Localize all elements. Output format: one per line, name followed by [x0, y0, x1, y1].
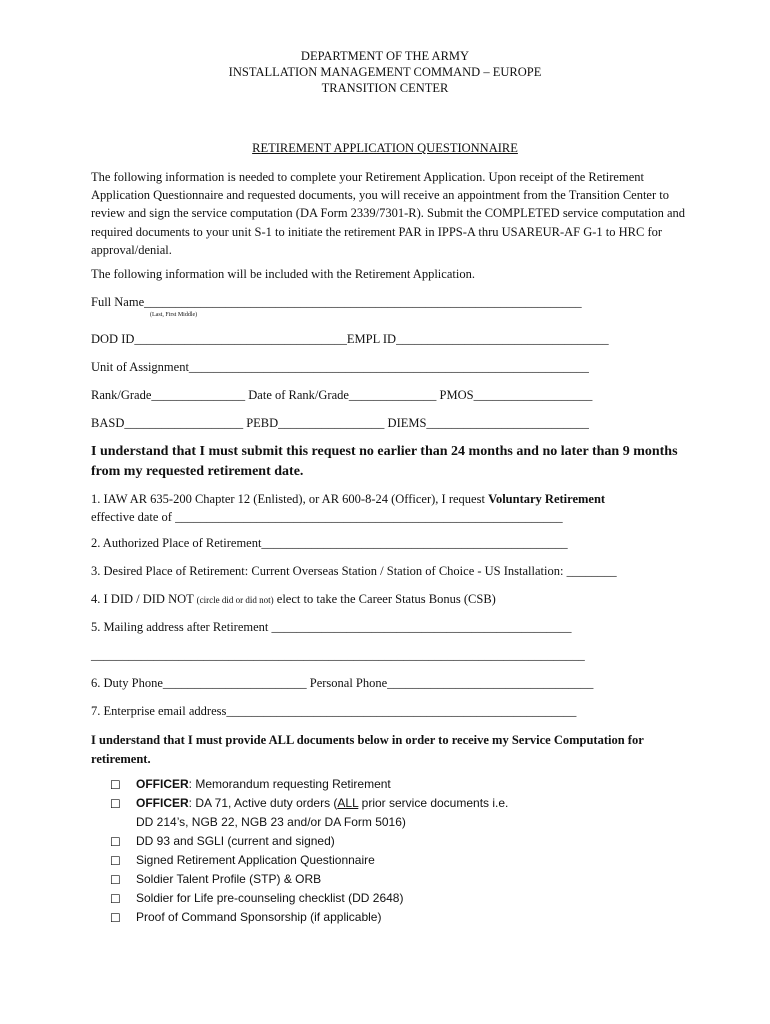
checklist-text: Proof of Command Sponsorship (if applicable): [136, 910, 382, 924]
checklist-item[interactable]: [110, 908, 508, 927]
header-line-3: TRANSITION CENTER: [321, 81, 449, 95]
question-1-line-1: [91, 492, 605, 507]
checkbox-icon[interactable]: ☐: [110, 892, 121, 906]
intro-paragraph: The following information is needed to complete your Retirement Application. Upon receipt of the Retirement Application Questionnaire and requested documents, you will receive an appointment from the Transition Center to review and sign the service computation (DA Form 2339/7301-R). Submit the COMPLETED service computation and required documents to your unit S-1 to initiate the retirement PAR in IPPS-A thru USAREUR-AF G-1 to HRC for approval/denial.: [91, 170, 685, 257]
officer-label: OFFICER: [136, 777, 189, 791]
basd-pebd-diems-field[interactable]: BASD___________________ PEBD_________________ DIEMS__________________________: [91, 416, 589, 430]
header-line-2: INSTALLATION MANAGEMENT COMMAND – EUROPE: [228, 65, 542, 79]
desired-place-of-retirement-field[interactable]: 3. Desired Place of Retirement: Current Overseas Station / Station of Choice - US Installation: ________: [91, 564, 617, 578]
checklist-text: Signed Retirement Application Questionnaire: [136, 853, 375, 867]
all-emphasis: ALL: [337, 796, 359, 810]
checkbox-icon[interactable]: ☐: [110, 797, 121, 811]
officer-label: OFFICER: [136, 796, 189, 810]
mailing-address-continuation[interactable]: _______________________________________________________________________________: [91, 648, 585, 662]
checkbox-icon[interactable]: ☐: [110, 873, 121, 887]
documents-notice: I understand that I must provide ALL documents below in order to receive my Service Computation for retirement.: [91, 733, 644, 766]
checklist-text: Soldier for Life pre-counseling checklist (DD 2648): [136, 891, 404, 905]
unit-of-assignment-field[interactable]: Unit of Assignment________________________________________________________________: [91, 360, 589, 374]
required-documents-checklist: [110, 775, 508, 927]
checklist-item[interactable]: [110, 870, 508, 889]
checklist-item[interactable]: [110, 794, 508, 832]
enterprise-email-field[interactable]: 7. Enterprise email address________________________________________________________: [91, 704, 577, 718]
dod-empl-id-field[interactable]: DOD ID__________________________________EMPL ID__________________________________: [91, 332, 609, 346]
checklist-item[interactable]: [110, 832, 508, 851]
voluntary-retirement-label: Voluntary Retirement: [488, 492, 606, 506]
csb-circle-hint: (circle did or did not): [196, 595, 274, 605]
included-note: The following information will be included with the Retirement Application.: [91, 267, 475, 281]
effective-date-field[interactable]: effective date of ______________________________________________________________: [91, 510, 563, 524]
place-of-retirement-field[interactable]: 2. Authorized Place of Retirement_________________________________________________: [91, 536, 568, 550]
checklist-text: prior service documents i.e.: [358, 796, 509, 810]
header-line-1: DEPARTMENT OF THE ARMY: [300, 49, 470, 63]
checklist-text: DD 93 and SGLI (current and signed): [136, 834, 335, 848]
csb-question-text: 4. I DID / DID NOT: [91, 592, 197, 606]
checklist-text: : DA 71, Active duty orders (: [188, 796, 338, 810]
checkbox-icon[interactable]: ☐: [110, 854, 121, 868]
full-name-hint: (Last, First Middle): [150, 312, 198, 318]
full-name-field[interactable]: Full Name______________________________________________________________________: [91, 295, 582, 309]
checklist-text: Soldier Talent Profile (STP) & ORB: [136, 872, 322, 886]
question-1-text: 1. IAW AR 635-200 Chapter 12 (Enlisted), or AR 600-8-24 (Officer), I request: [91, 492, 489, 506]
phone-fields[interactable]: 6. Duty Phone_______________________ Personal Phone_________________________________: [91, 676, 594, 690]
checklist-text: DD 214’s, NGB 22, NGB 23 and/or DA Form 5016): [136, 815, 406, 829]
checkbox-icon[interactable]: ☐: [110, 911, 121, 925]
checklist-text: : Memorandum requesting Retirement: [188, 777, 391, 791]
checklist-item[interactable]: [110, 775, 508, 794]
submission-window-notice: I understand that I must submit this request no earlier than 24 months and no later than 9 months from my requested retirement date.: [91, 444, 678, 479]
csb-question[interactable]: [91, 592, 496, 607]
csb-question-rest: elect to take the Career Status Bonus (CSB): [273, 592, 496, 606]
checklist-item[interactable]: [110, 889, 508, 908]
page-title: RETIREMENT APPLICATION QUESTIONNAIRE: [252, 141, 518, 155]
checklist-item[interactable]: [110, 851, 508, 870]
rank-grade-pmos-field[interactable]: Rank/Grade_______________ Date of Rank/Grade______________ PMOS___________________: [91, 388, 593, 402]
checkbox-icon[interactable]: ☐: [110, 778, 121, 792]
checkbox-icon[interactable]: ☐: [110, 835, 121, 849]
mailing-address-field[interactable]: 5. Mailing address after Retirement ________________________________________________: [91, 620, 572, 634]
